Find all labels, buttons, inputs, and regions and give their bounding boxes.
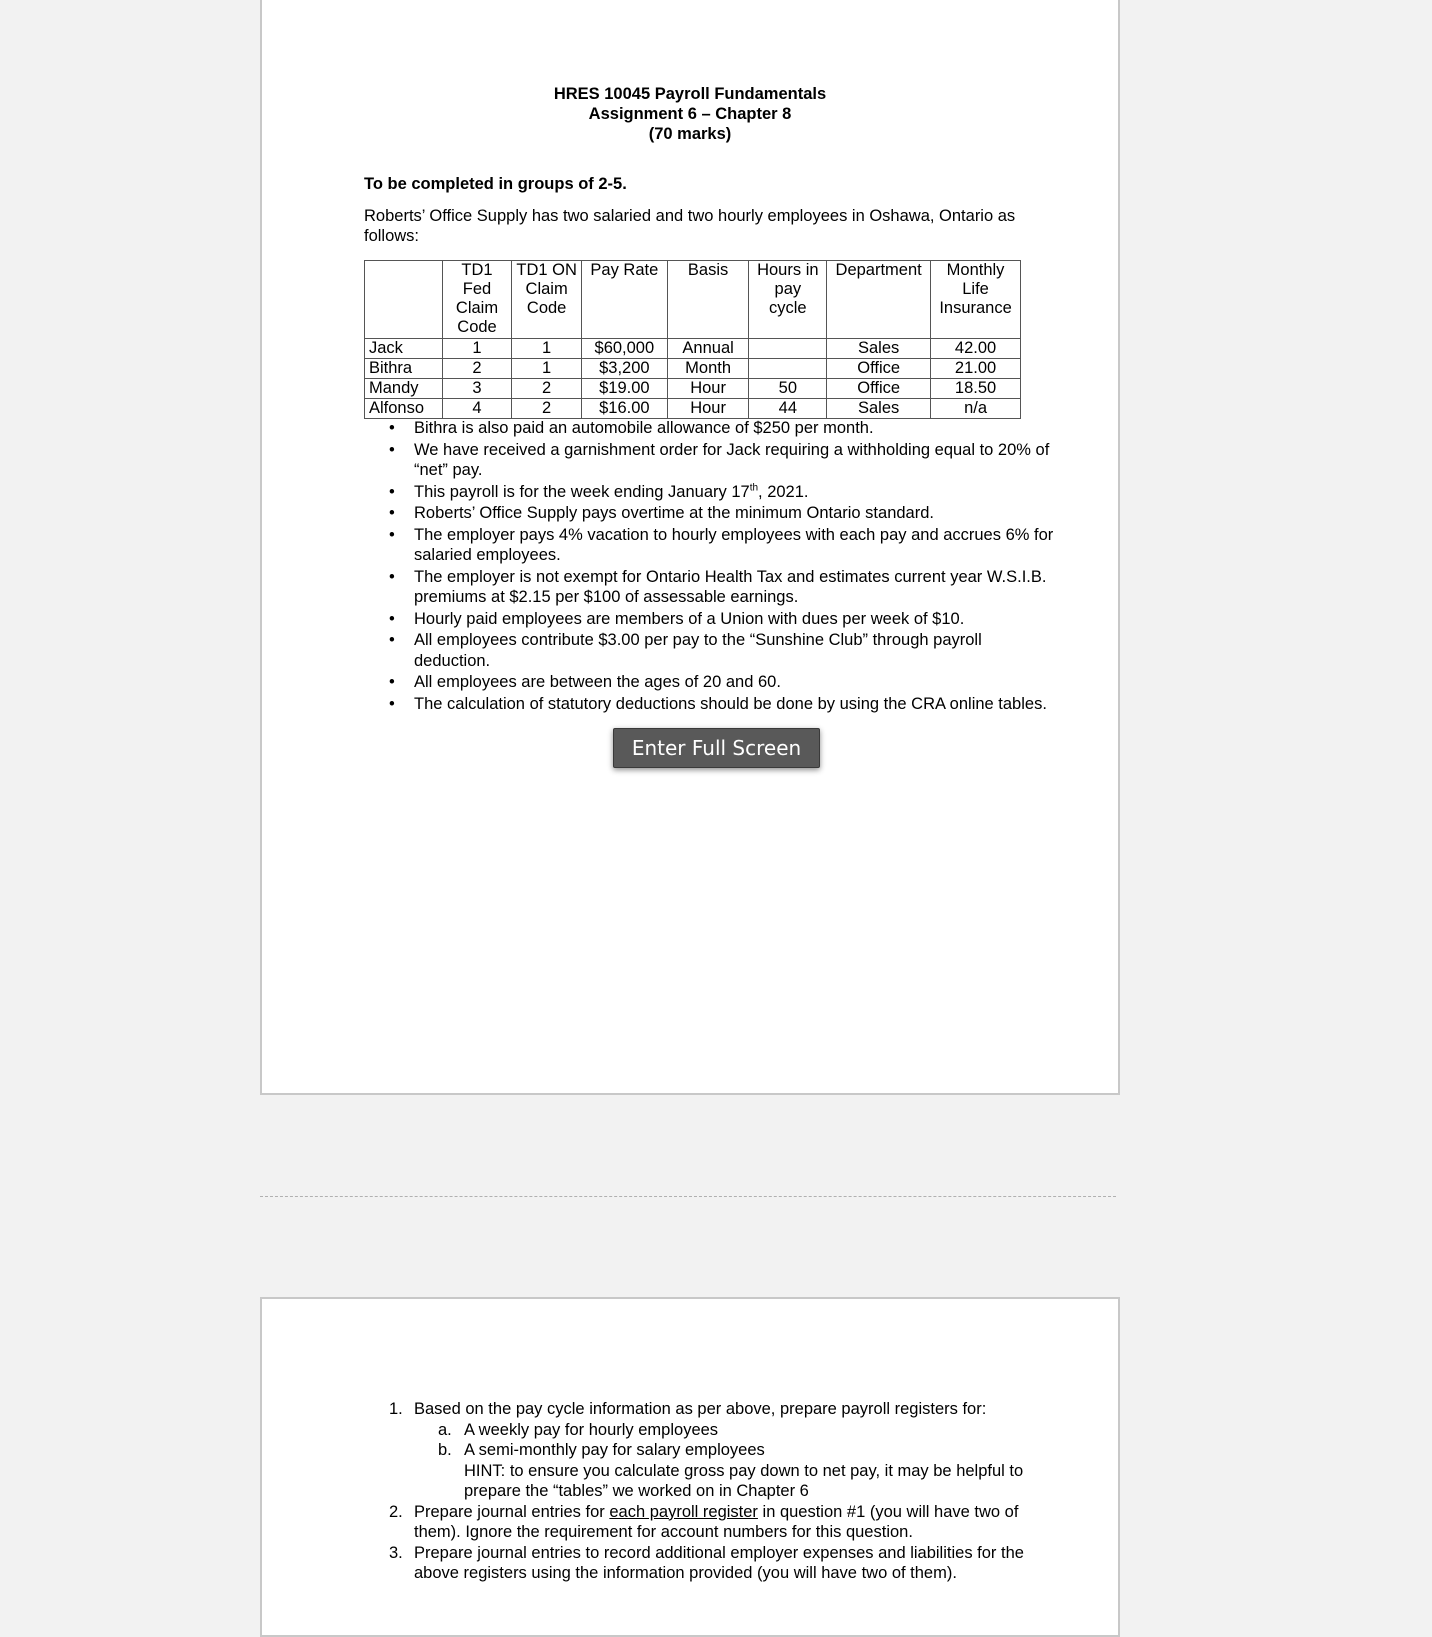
- hours-in-cycle: 50: [749, 379, 827, 399]
- life-insurance: 21.00: [931, 359, 1021, 379]
- list-item: • The employer is not exempt for Ontario Health Tax and estimates current year W.S.I.B. premiums at $2.15 per $100 of assessable earnings.: [414, 567, 1054, 608]
- sub-question-text: A weekly pay for hourly employees: [464, 1420, 719, 1439]
- on-claim-code: 2: [512, 399, 582, 419]
- document-page-1: [260, 0, 1120, 1095]
- on-claim-code: 1: [512, 339, 582, 359]
- hint-text: HINT: to ensure you calculate gross pay down to net pay, it may be helpful to prepare the “tables” we worked on in Chapter 6: [464, 1461, 1024, 1500]
- list-item: [414, 482, 1054, 503]
- list-item: • The employer pays 4% vacation to hourly employees with each pay and accrues 6% for salaried employees.: [414, 525, 1054, 566]
- list-item: • All employees contribute $3.00 per pay to the “Sunshine Club” through payroll deduction.: [414, 630, 1054, 671]
- intro-paragraph: Roberts’ Office Supply has two salaried and two hourly employees in Oshawa, Ontario as follows:: [364, 207, 1016, 245]
- sub-question-number: b.: [438, 1441, 452, 1459]
- list-item: • Roberts’ Office Supply pays overtime at the minimum Ontario standard.: [414, 503, 1054, 524]
- table-row: [365, 359, 1021, 379]
- fed-claim-code: 4: [442, 399, 512, 419]
- sub-question-number: a.: [438, 1420, 452, 1439]
- group-note: To be completed in groups of 2-5.: [364, 175, 627, 193]
- question-3: [389, 1543, 1054, 1584]
- hours-in-cycle: [749, 339, 827, 359]
- department: Office: [827, 379, 931, 399]
- fed-claim-code: 3: [442, 379, 512, 399]
- pay-basis: Hour: [667, 399, 749, 419]
- pay-rate: $16.00: [581, 399, 667, 419]
- question-number: 2.: [389, 1502, 403, 1521]
- list-item-text: , 2021.: [758, 482, 809, 501]
- document-title: [262, 84, 1118, 144]
- table-header-cell: Pay Rate: [581, 261, 667, 339]
- pay-rate: $60,000: [581, 339, 667, 359]
- course-title: HRES 10045 Payroll Fundamentals: [553, 85, 827, 103]
- document-page-2: [260, 1297, 1120, 1637]
- employee-name: Jack: [365, 339, 443, 359]
- list-item: • Bithra is also paid an automobile allowance of $250 per month.: [414, 418, 1054, 439]
- department: Sales: [827, 399, 931, 419]
- question-text: Prepare journal entries for: [414, 1502, 610, 1521]
- questions-list: [364, 1399, 1054, 1584]
- life-insurance: 18.50: [931, 379, 1021, 399]
- employee-name: Alfonso: [365, 399, 443, 419]
- employee-name: Mandy: [365, 379, 443, 399]
- page-break-divider: [260, 1196, 1116, 1197]
- list-item: • We have received a garnishment order for Jack requiring a withholding equal to 20% of “net” pay.: [414, 440, 1054, 481]
- underlined-phrase: each payroll register: [609, 1502, 758, 1521]
- pay-basis: Month: [667, 359, 749, 379]
- on-claim-code: 2: [512, 379, 582, 399]
- on-claim-code: 1: [512, 359, 582, 379]
- question-2: [389, 1502, 1054, 1543]
- table-header-cell: Department: [827, 261, 931, 339]
- question-text: in question #1 (you will have two of them). Ignore the requirement for account numbers for this question.: [414, 1502, 1019, 1541]
- table-header-cell: Hours in pay cycle: [749, 261, 827, 339]
- pay-basis: Annual: [667, 339, 749, 359]
- sub-questions: [414, 1420, 1054, 1461]
- question-text: Based on the pay cycle information as per above, prepare payroll registers for:: [414, 1400, 987, 1418]
- fed-claim-code: 2: [442, 359, 512, 379]
- question-number: 1.: [389, 1400, 403, 1418]
- table-header-cell: Monthly Life Insurance: [931, 261, 1021, 339]
- question-text: Prepare journal entries to record additional employer expenses and liabilities for the above registers using the information provided (you will have two of them).: [414, 1543, 1024, 1582]
- employee-name: Bithra: [365, 359, 443, 379]
- table-row: [365, 379, 1021, 399]
- ordinal-suffix: th: [749, 482, 759, 493]
- table-header-cell: [365, 261, 443, 339]
- pay-rate: $3,200: [581, 359, 667, 379]
- table-header-cell: TD1 ON Claim Code: [512, 261, 582, 339]
- fed-claim-code: 1: [442, 339, 512, 359]
- assumptions-list: [364, 418, 1054, 715]
- question-number: 3.: [389, 1543, 403, 1562]
- department: Office: [827, 359, 931, 379]
- question-1: [389, 1399, 1054, 1502]
- sub-question-b: [438, 1440, 1054, 1461]
- table-row: [365, 339, 1021, 359]
- table-header-cell: TD1 Fed Claim Code: [442, 261, 512, 339]
- sub-question-a: [438, 1420, 1054, 1441]
- life-insurance: n/a: [931, 399, 1021, 419]
- enter-full-screen-button[interactable]: Enter Full Screen: [613, 728, 820, 768]
- list-item: • Hourly paid employees are members of a Union with dues per week of $10.: [414, 609, 1054, 630]
- assignment-title: Assignment 6 – Chapter 8: [588, 105, 792, 123]
- employee-table: [364, 260, 1021, 419]
- sub-question-text: A semi-monthly pay for salary employees: [464, 1441, 765, 1459]
- list-item: • All employees are between the ages of 20 and 60.: [414, 672, 1054, 693]
- table-row: [365, 399, 1021, 419]
- pay-basis: Hour: [667, 379, 749, 399]
- pay-rate: $19.00: [581, 379, 667, 399]
- list-item-text: This payroll is for the week ending January 17: [414, 482, 750, 501]
- department: Sales: [827, 339, 931, 359]
- table-header-cell: Basis: [667, 261, 749, 339]
- marks-label: (70 marks): [648, 125, 732, 143]
- life-insurance: 42.00: [931, 339, 1021, 359]
- hours-in-cycle: 44: [749, 399, 827, 419]
- table-header-row: [365, 261, 1021, 339]
- hours-in-cycle: [749, 359, 827, 379]
- list-item: • The calculation of statutory deductions should be done by using the CRA online tables.: [414, 694, 1054, 715]
